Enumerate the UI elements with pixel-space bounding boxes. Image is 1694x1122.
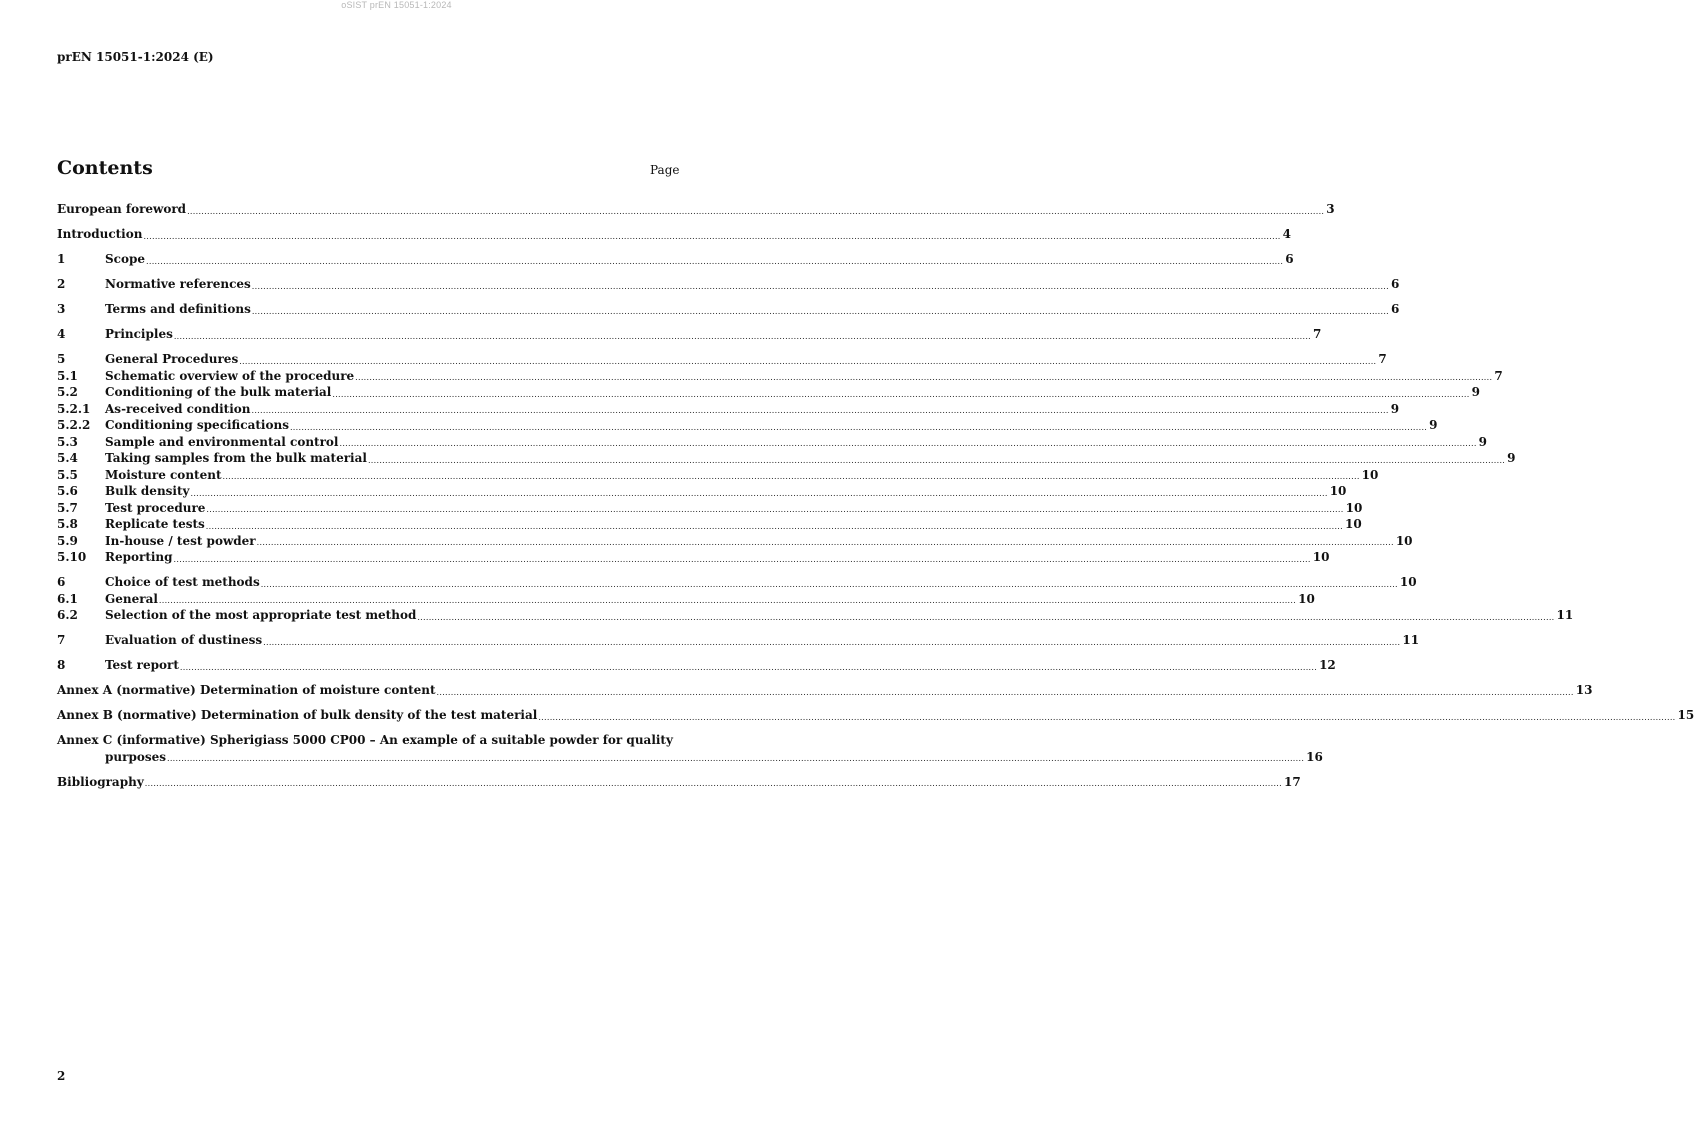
toc-entry[interactable] <box>57 450 1516 467</box>
toc-title: Sample and environmental control <box>105 434 339 449</box>
toc-entry[interactable] <box>57 657 1336 674</box>
toc-number: 6 <box>57 575 66 589</box>
toc-number: 5.4 <box>57 451 78 465</box>
toc-title: Test report <box>105 658 179 672</box>
toc-entry[interactable] <box>57 226 1292 243</box>
toc-page: 4 <box>1282 227 1292 241</box>
toc-entry[interactable] <box>57 401 1400 418</box>
toc-title: Moisture content <box>105 467 222 482</box>
toc-page: 6 <box>1390 277 1400 291</box>
toc-number: 6.1 <box>57 591 78 606</box>
toc-number: 5.3 <box>57 434 78 449</box>
toc-title: Choice of test methods <box>105 575 260 589</box>
toc-page: 15 <box>1677 708 1694 722</box>
toc-number: 5.7 <box>57 500 78 515</box>
page-number: 2 <box>57 1069 66 1083</box>
toc-page: 7 <box>1313 327 1322 341</box>
dot-leader: ................................................................................................................................................................................................................................................................................................................................................................................................................ <box>146 256 1284 266</box>
toc-page: 13 <box>1575 683 1593 697</box>
dot-leader: ................................................................................................................................................................................................................................................................................................................................................................................................................ <box>166 754 1305 763</box>
toc-title: Evaluation of dustiness <box>105 633 263 647</box>
toc-title: Scope <box>105 252 146 266</box>
dot-leader: ................................................................................................................................................................................................................................................................................................................................................................................................................ <box>190 488 1328 498</box>
toc-page: 10 <box>1312 550 1330 564</box>
toc-page: 10 <box>1399 575 1417 589</box>
table-of-contents <box>57 201 1694 790</box>
toc-page: 10 <box>1361 467 1379 482</box>
watermark: oSIST prEN 15051-1:2024 <box>341 0 452 10</box>
dot-leader: ................................................................................................................................................................................................................................................................................................................................................................................................................ <box>187 206 1325 216</box>
dot-leader: ................................................................................................................................................................................................................................................................................................................................................................................................................ <box>436 687 1574 697</box>
toc-title: Normative references <box>105 277 251 291</box>
dot-leader: ................................................................................................................................................................................................................................................................................................................................................................................................................ <box>263 637 1401 647</box>
toc-number: 5.2.2 <box>57 418 91 432</box>
toc-number: 2 <box>57 277 66 291</box>
toc-page: 6 <box>1285 252 1294 266</box>
dot-leader: ................................................................................................................................................................................................................................................................................................................................................................................................................ <box>339 439 1477 448</box>
toc-page: 9 <box>1429 418 1438 432</box>
toc-title: Bulk density <box>105 484 190 498</box>
toc-page: 10 <box>1329 484 1347 498</box>
dot-leader: ................................................................................................................................................................................................................................................................................................................................................................................................................ <box>289 422 1428 432</box>
toc-entry[interactable] <box>57 682 1593 699</box>
toc-entry[interactable] <box>57 351 1387 368</box>
toc-page: 9 <box>1390 401 1400 416</box>
toc-number: 6.2 <box>57 608 78 622</box>
toc-entry[interactable] <box>57 516 1362 533</box>
toc-title: Introduction <box>57 227 143 241</box>
dot-leader: ................................................................................................................................................................................................................................................................................................................................................................................................................ <box>538 712 1676 722</box>
toc-title: Conditioning of the bulk material <box>105 385 332 399</box>
toc-title: Test procedure <box>105 500 206 515</box>
toc-title: Taking samples from the bulk material <box>105 451 367 465</box>
toc-entry[interactable] <box>57 384 1480 401</box>
toc-title: As-received condition <box>105 401 251 416</box>
contents-title: Contents <box>57 157 153 179</box>
toc-page: 3 <box>1326 202 1335 216</box>
toc-entry[interactable] <box>57 707 1694 724</box>
toc-number: 5.9 <box>57 533 78 548</box>
toc-number: 5.8 <box>57 517 78 531</box>
toc-entry[interactable] <box>57 591 1315 608</box>
toc-entry[interactable] <box>57 301 1400 318</box>
toc-entry[interactable] <box>57 607 1574 624</box>
toc-page: 10 <box>1298 591 1315 606</box>
toc-entry[interactable] <box>57 368 1503 385</box>
toc-entry[interactable] <box>57 201 1335 218</box>
toc-entry[interactable] <box>57 251 1294 268</box>
dot-leader: ................................................................................................................................................................................................................................................................................................................................................................................................................ <box>367 455 1506 465</box>
toc-page: 7 <box>1494 368 1503 383</box>
toc-title: Annex A (normative) Determination of moisture content <box>57 683 436 697</box>
toc-page: 17 <box>1283 774 1301 789</box>
toc-entry[interactable] <box>57 467 1379 484</box>
dot-leader: ................................................................................................................................................................................................................................................................................................................................................................................................................ <box>179 662 1318 672</box>
toc-entry[interactable] <box>57 276 1400 293</box>
toc-title: Bibliography <box>57 774 144 789</box>
toc-number: 5.2 <box>57 385 78 399</box>
toc-entry[interactable] <box>57 574 1417 591</box>
toc-entry[interactable] <box>57 500 1363 517</box>
toc-title: European foreword <box>57 202 187 216</box>
dot-leader: ................................................................................................................................................................................................................................................................................................................................................................................................................ <box>256 538 1394 547</box>
toc-number: 5.6 <box>57 484 78 498</box>
toc-title: General <box>105 591 158 606</box>
dot-leader: ................................................................................................................................................................................................................................................................................................................................................................................................................ <box>205 521 1343 531</box>
toc-title: Principles <box>105 327 173 341</box>
toc-entry[interactable] <box>57 326 1322 343</box>
dot-leader: ................................................................................................................................................................................................................................................................................................................................................................................................................ <box>143 231 1281 241</box>
toc-number: 5 <box>57 352 66 366</box>
dot-leader: ................................................................................................................................................................................................................................................................................................................................................................................................................ <box>332 389 1470 399</box>
toc-number: 5.5 <box>57 467 78 482</box>
toc-title: Conditioning specifications <box>105 418 289 432</box>
toc-entry[interactable] <box>57 483 1347 500</box>
page-column-label: Page <box>650 163 680 177</box>
toc-number: 4 <box>57 327 66 341</box>
toc-title: In-house / test powder <box>105 533 256 548</box>
dot-leader: ................................................................................................................................................................................................................................................................................................................................................................................................................ <box>173 331 1312 341</box>
dot-leader: ................................................................................................................................................................................................................................................................................................................................................................................................................ <box>260 579 1398 589</box>
dot-leader: ................................................................................................................................................................................................................................................................................................................................................................................................................ <box>158 596 1297 605</box>
toc-entry[interactable] <box>57 434 1488 451</box>
toc-entry[interactable] <box>57 732 1323 765</box>
toc-page: 10 <box>1344 517 1362 531</box>
toc-number: 5.2.1 <box>57 401 91 416</box>
dot-leader: ................................................................................................................................................................................................................................................................................................................................................................................................................ <box>222 472 1360 481</box>
toc-page: 10 <box>1345 500 1363 515</box>
toc-entry[interactable] <box>57 417 1438 434</box>
toc-title-continued: purposes <box>105 749 166 764</box>
toc-title: Reporting <box>105 550 173 564</box>
toc-number: 7 <box>57 633 66 647</box>
toc-entry[interactable] <box>57 632 1420 649</box>
dot-leader: ................................................................................................................................................................................................................................................................................................................................................................................................................ <box>251 406 1389 415</box>
toc-page: 11 <box>1402 633 1420 647</box>
dot-leader: ................................................................................................................................................................................................................................................................................................................................................................................................................ <box>355 373 1493 382</box>
toc-title: Selection of the most appropriate test method <box>105 608 417 622</box>
toc-title: Replicate tests <box>105 517 205 531</box>
toc-number: 3 <box>57 302 66 316</box>
toc-page: 9 <box>1471 385 1480 399</box>
toc-page: 10 <box>1395 533 1413 548</box>
toc-page: 9 <box>1507 451 1516 465</box>
toc-entry[interactable] <box>57 533 1413 550</box>
toc-page: 16 <box>1306 749 1323 764</box>
dot-leader: ................................................................................................................................................................................................................................................................................................................................................................................................................ <box>206 505 1344 514</box>
toc-number: 5.1 <box>57 368 78 383</box>
toc-page: 9 <box>1478 434 1488 449</box>
toc-number: 8 <box>57 658 66 672</box>
toc-entry[interactable] <box>57 774 1301 791</box>
dot-leader: ................................................................................................................................................................................................................................................................................................................................................................................................................ <box>173 554 1311 564</box>
dot-leader: ................................................................................................................................................................................................................................................................................................................................................................................................................ <box>144 779 1282 788</box>
dot-leader: ................................................................................................................................................................................................................................................................................................................................................................................................................ <box>251 306 1390 316</box>
toc-number: 1 <box>57 252 66 266</box>
toc-title: Schematic overview of the procedure <box>105 368 355 383</box>
dot-leader: ................................................................................................................................................................................................................................................................................................................................................................................................................ <box>239 356 1377 366</box>
toc-entry[interactable] <box>57 549 1330 566</box>
toc-title: Annex B (normative) Determination of bulk density of the test material <box>57 708 538 722</box>
dot-leader: ................................................................................................................................................................................................................................................................................................................................................................................................................ <box>251 281 1389 291</box>
toc-page: 7 <box>1378 352 1387 366</box>
toc-page: 12 <box>1319 658 1336 672</box>
toc-page: 11 <box>1556 608 1574 622</box>
toc-title: Annex C (informative) Spherigiass 5000 CP00 – An example of a suitable powder for quality <box>57 733 673 747</box>
toc-page: 6 <box>1391 302 1400 316</box>
toc-title: Terms and definitions <box>105 302 251 316</box>
toc-title: General Procedures <box>105 352 239 366</box>
toc-number: 5.10 <box>57 550 87 564</box>
dot-leader: ................................................................................................................................................................................................................................................................................................................................................................................................................ <box>417 612 1555 622</box>
document-id: prEN 15051-1:2024 (E) <box>57 50 214 64</box>
